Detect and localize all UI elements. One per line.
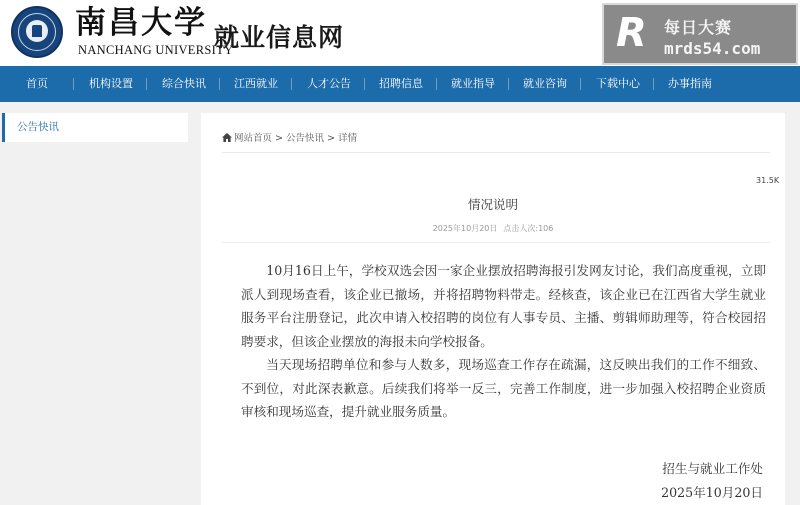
home-icon — [222, 133, 232, 142]
university-name-cn: 南昌大学 — [75, 5, 207, 41]
publish-date: 2025年10月20日 — [432, 224, 498, 233]
nav-service-guide[interactable]: 办事指南 — [668, 77, 712, 90]
nav-consulting[interactable]: 就业咨询 — [523, 77, 567, 90]
university-seal-logo[interactable] — [11, 6, 63, 58]
article-body — [241, 259, 766, 424]
nav-jiangxi-jobs[interactable]: 江西就业 — [234, 77, 278, 90]
watermark-overlay — [602, 3, 798, 65]
breadcrumb-separator: > — [327, 133, 336, 144]
sidebar — [2, 113, 188, 142]
site-title: 就业信息网 — [214, 23, 345, 52]
breadcrumb-section[interactable]: 公告快讯 — [286, 133, 325, 144]
nav-downloads[interactable]: 下载中心 — [596, 77, 640, 90]
watermark-url: mrds54.com — [664, 39, 761, 58]
nav-talent-notices[interactable]: 人才公告 — [307, 77, 351, 90]
signature-date: 2025年10月20日 — [661, 485, 763, 500]
divider — [222, 152, 770, 153]
university-name-en: NANCHANG UNIVERSITY — [78, 43, 234, 57]
breadcrumb-home[interactable]: 网站首页 — [234, 133, 273, 144]
article-panel — [201, 113, 785, 505]
site-header — [0, 0, 800, 66]
article-meta — [201, 223, 785, 234]
article-title: 情况说明 — [467, 197, 518, 212]
article-paragraph: 当天现场招聘单位和参与人数多，现场巡查工作存在疏漏，这反映出我们的工作不细致、不到位，对此深表歉意。后续我们将举一反三，完善工作制度，进一步加强入校招聘企业资质审核和现场巡查，提升就业服务质量。 — [241, 357, 766, 419]
breadcrumb-separator: > — [275, 133, 284, 144]
view-count: 点击人次:106 — [503, 224, 554, 233]
article-paragraph: 10月16日上午，学校双选会因一家企业摆放招聘海报引发网友讨论，我们高度重视，立即派人到现场查看，该企业已撤场，并将招聘物料带走。经核查，该企业已在江西省大学生就业服务平台注册登记，此次申请入校招聘的岗位有人事专员、主播、剪辑师助理等，符合校园招聘要求，但该企业摆放的海报未向学校报备。 — [241, 263, 766, 349]
nav-recruitment[interactable]: 招聘信息 — [379, 77, 423, 90]
font-size-badge: 31.5K — [756, 176, 780, 185]
nav-news[interactable]: 综合快讯 — [162, 77, 206, 90]
breadcrumb-current: 详情 — [338, 133, 358, 144]
article-signature-block — [661, 457, 763, 505]
nav-guidance[interactable]: 就业指导 — [451, 77, 495, 90]
main-nav — [0, 66, 800, 102]
watermark-logo-letter: R — [616, 10, 647, 56]
signature-office: 招生与就业工作处 — [662, 461, 763, 476]
nav-home[interactable]: 首页 — [26, 77, 48, 90]
breadcrumb — [222, 130, 357, 144]
watermark-text-cn: 每日大赛 — [664, 18, 733, 37]
nav-organization[interactable]: 机构设置 — [89, 77, 133, 90]
sidebar-item-announcements[interactable]: 公告快讯 — [17, 121, 59, 133]
divider — [222, 242, 770, 243]
